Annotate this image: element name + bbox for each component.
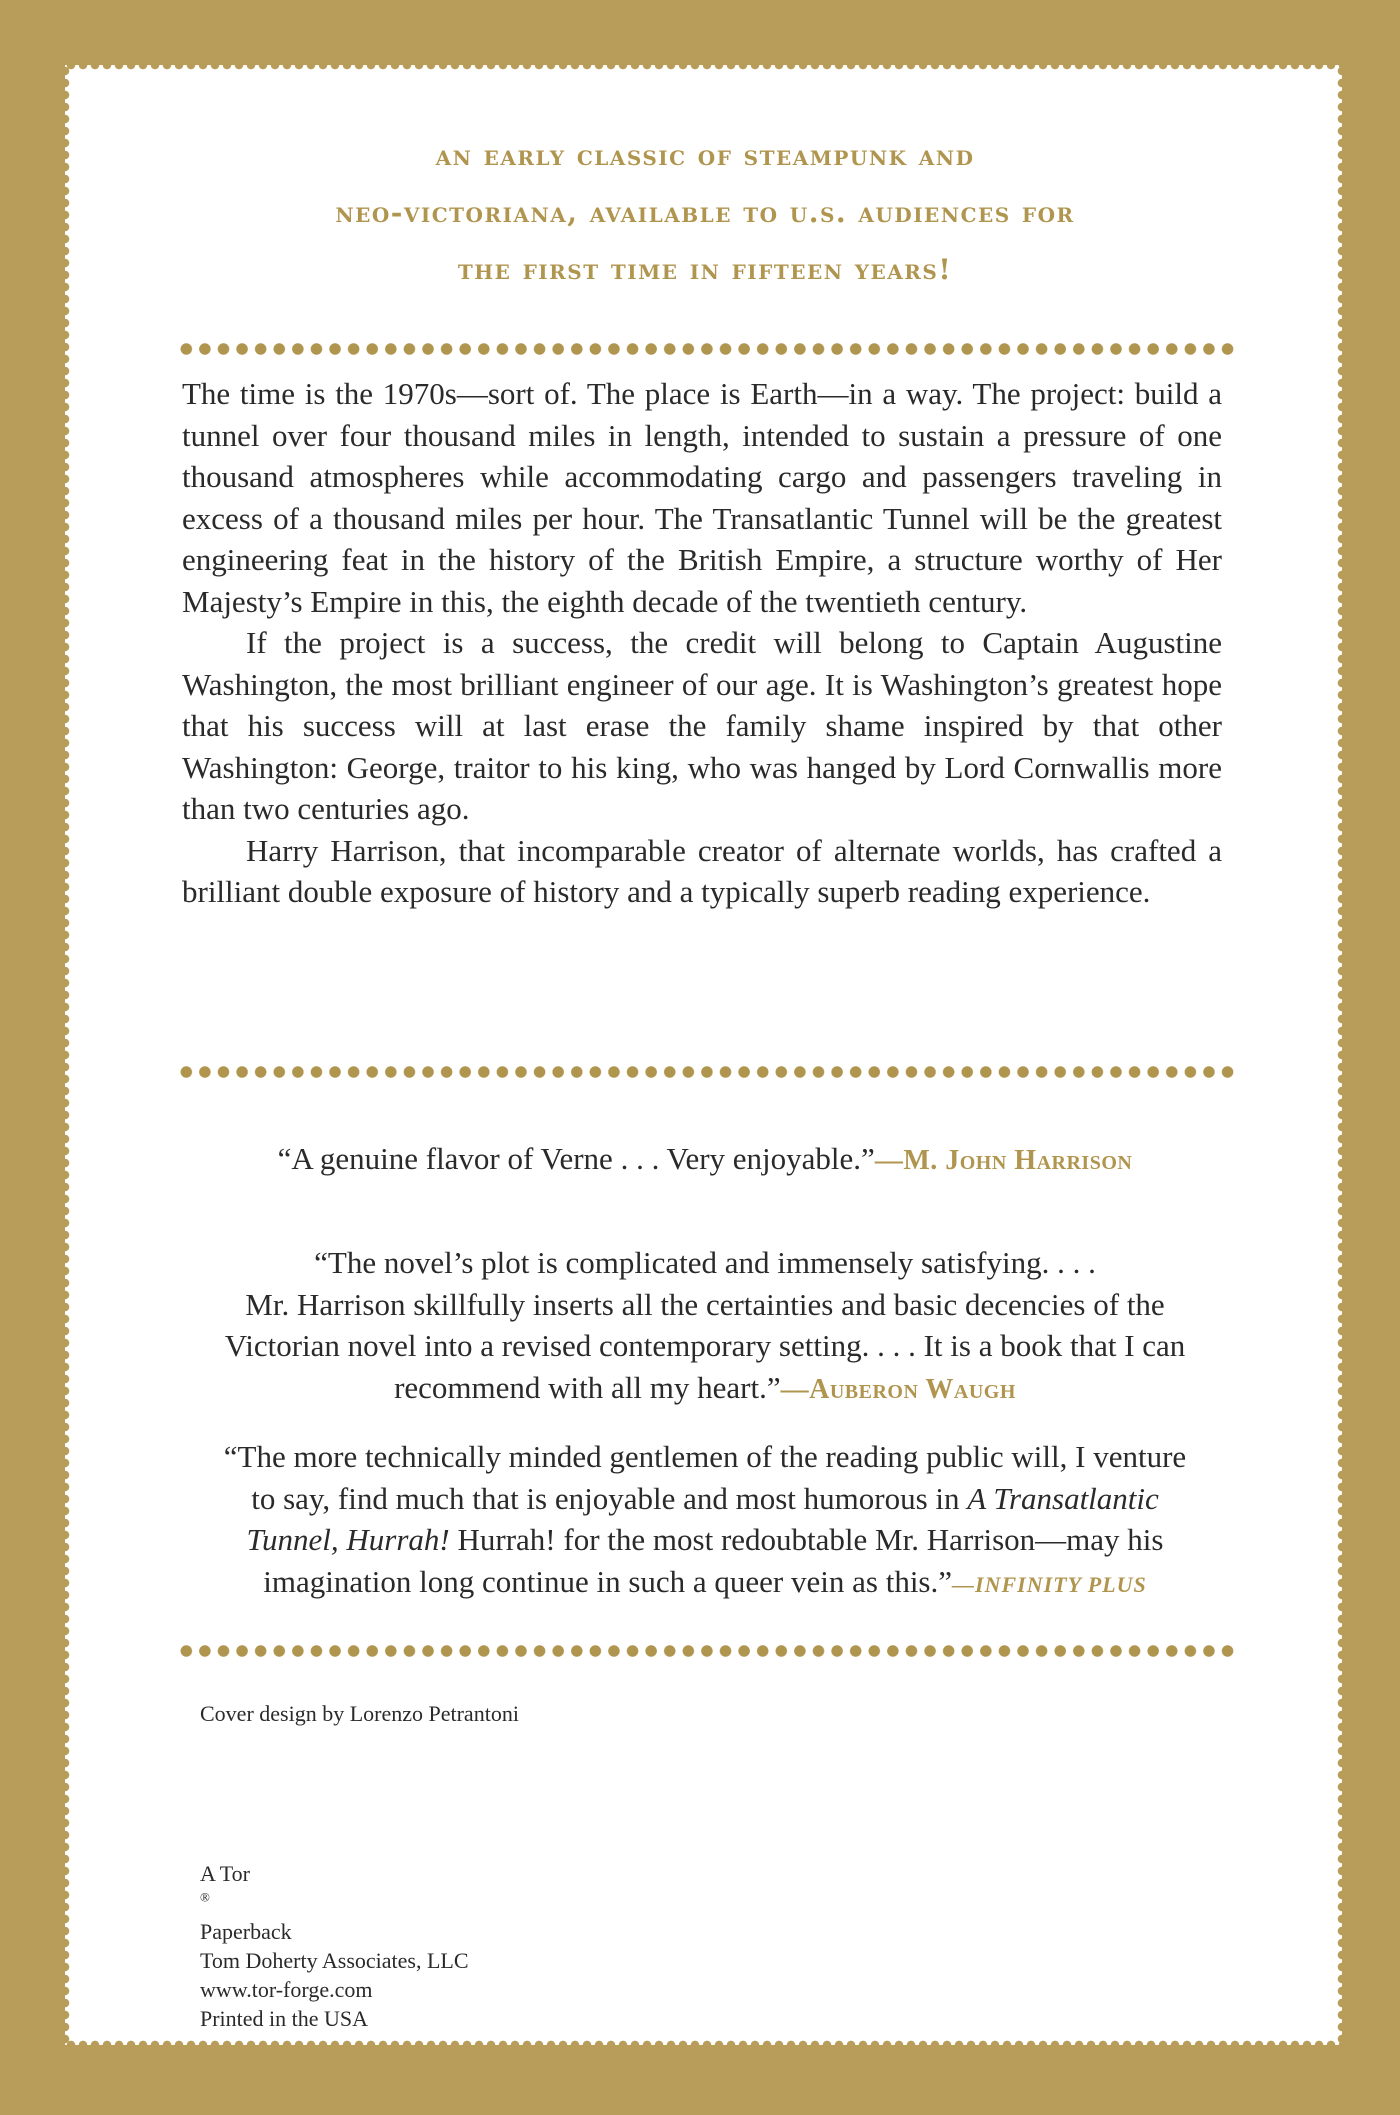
review-quote-1	[135, 1138, 1275, 1182]
quote-2-attribution: —Auberon Waugh	[780, 1373, 1016, 1405]
description-paragraph-3: Harry Harrison, that incomparable creator of alternate worlds, has crafted a brilliant double exposure of history and a typically superb reading experience.	[182, 832, 1222, 909]
quote-1-attribution: —M. John Harrison	[874, 1145, 1133, 1176]
publisher-line-4: Printed in the USA	[200, 2006, 369, 2031]
quote-3-line-2: to say, find much that is enjoyable and most humorous in	[251, 1480, 968, 1516]
publisher-format: Paperback	[200, 1919, 292, 1944]
book-description	[182, 373, 1222, 913]
headline	[185, 127, 1225, 298]
publisher-line-2: Tom Doherty Associates, LLC	[200, 1948, 469, 1973]
quote-3-attribution: —INFINITY PLUS	[952, 1571, 1147, 1597]
quote-3-line-1: “The more technically minded gentlemen of the reading public will, I venture	[223, 1439, 1187, 1474]
quote-3-line-4: imagination long continue in such a queer vein as this.”	[263, 1563, 953, 1599]
quote-2-line-4: recommend with all my heart.”	[394, 1369, 781, 1405]
headline-line-1: an early classic of steampunk and	[435, 139, 975, 172]
quote-2-line-1: “The novel’s plot is complicated and immensely satisfying. . . .	[314, 1245, 1096, 1280]
back-cover-page	[65, 65, 1342, 2045]
scalloped-edge-right	[1334, 65, 1342, 2045]
quote-2-line-2: Mr. Harrison skillfully inserts all the certainties and basic decencies of the	[245, 1286, 1165, 1322]
dotted-divider-middle	[177, 1066, 1237, 1078]
cover-design-credit: Cover design by Lorenzo Petrantoni	[200, 1701, 519, 1726]
publisher-imprint: A Tor	[200, 1861, 251, 1886]
dotted-divider-bottom	[177, 1645, 1237, 1657]
headline-line-3: the first time in fifteen years!	[457, 253, 953, 286]
publisher-info	[200, 1859, 469, 2033]
description-paragraph-1: The time is the 1970s—sort of. The place is Earth—in a way. The project: build a tunnel over four thousand miles in length, intended to sustain a pressure of one thousand atmospheres while accommodating cargo and passengers traveling in excess of a thousand miles per hour. The Transatlantic Tunnel will be the greatest engineering feat in the history of the British Empire, a structure worthy of Her Majesty’s Empire in this, the eighth decade of the twentieth century.	[182, 376, 1222, 619]
review-quote-2	[135, 1242, 1275, 1410]
scalloped-edge-left	[65, 65, 73, 2045]
review-quote-3	[135, 1436, 1275, 1605]
quote-3-book-title-a: A Transatlantic	[967, 1480, 1159, 1516]
quote-1-text: “A genuine flavor of Verne . . . Very enjoyable.”	[277, 1141, 875, 1176]
quote-3-book-title-b: Tunnel, Hurrah!	[246, 1522, 450, 1557]
quote-2-line-3: Victorian novel into a revised contemporary setting. . . . It is a book that I can	[224, 1328, 1186, 1363]
description-paragraph-2: If the project is a success, the credit will belong to Captain Augustine Washington, the most brilliant engineer of our age. It is Washington’s greatest hope that his success will at last erase the family shame inspired by that other Washington: George, traitor to his king, who was hanged by Lord Cornwallis more than two centuries ago.	[182, 625, 1222, 826]
headline-line-2: neo-victoriana, available to u.s. audiences for	[335, 196, 1075, 229]
quote-3-line-3: Hurrah! for the most redoubtable Mr. Harrison—may his	[449, 1522, 1164, 1557]
publisher-website: www.tor-forge.com	[200, 1977, 373, 2002]
publisher-line-1	[200, 1859, 469, 1946]
dotted-divider-top	[177, 343, 1237, 355]
registered-mark: ®	[200, 1889, 210, 1905]
